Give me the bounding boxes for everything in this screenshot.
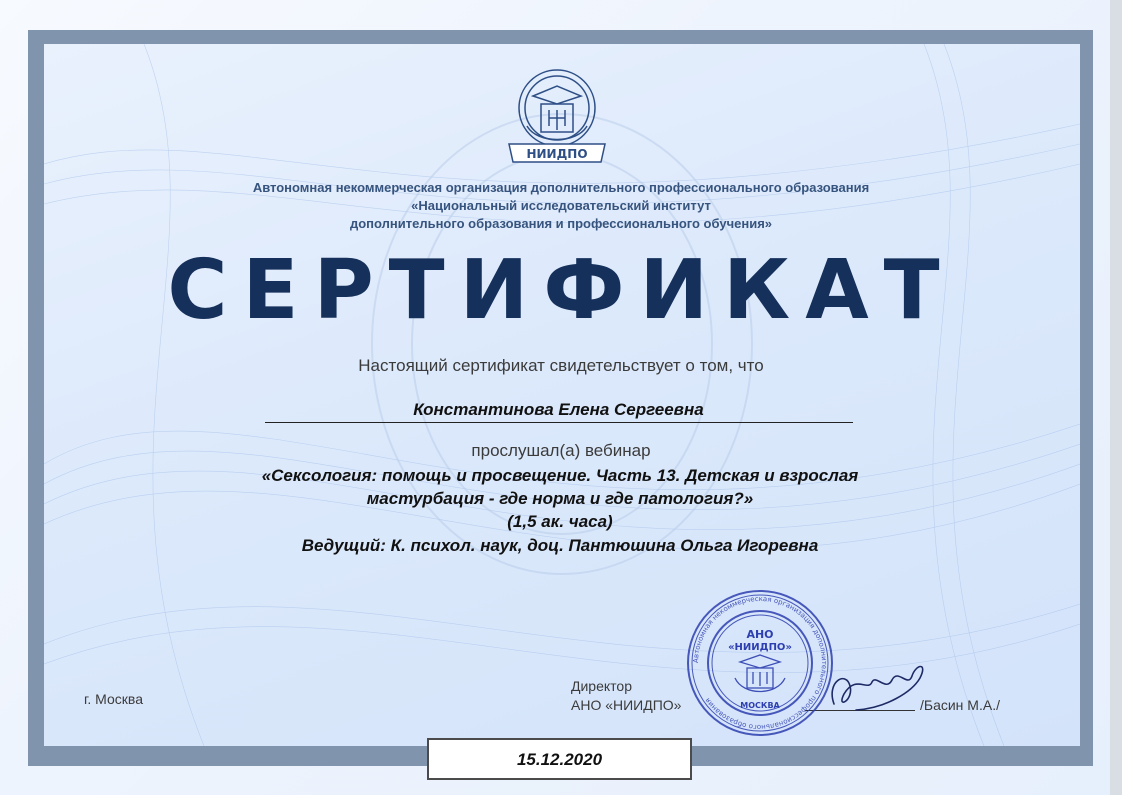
lecturer-text: Ведущий: К. психол. наук, доц. Пантюшина Ольга Игоревна — [301, 536, 819, 555]
director-organization: АНО «НИИДПО» — [571, 697, 682, 713]
webinar-title-line-2: мастурбация - где норма и где патология?» — [366, 489, 754, 508]
handwritten-signature-icon — [816, 652, 936, 722]
stamp-center-line-2: «НИИДПО» — [728, 642, 792, 653]
organization-line-1: Автономная некоммерческая организация дополнительного профессионального образования — [252, 180, 870, 195]
city-text: г. Москва — [84, 691, 143, 707]
issue-date: 15.12.2020 — [516, 750, 603, 769]
recipient-name: Константинова Елена Сергеевна — [413, 400, 704, 419]
organization-line-2: «Национальный исследовательский институт — [411, 198, 711, 213]
date-box — [427, 738, 692, 780]
stamp-ring-text: Автономная некоммерческая организация дополнительного профессионального образования — [691, 594, 829, 732]
director-title: Директор — [571, 678, 632, 694]
official-seal-icon — [685, 588, 835, 738]
signer-name: /Басин М.А./ — [920, 697, 1000, 713]
intro-text: Настоящий сертификат свидетельствует о том, что — [358, 356, 764, 375]
stamp-bottom-text: МОСКВА — [740, 701, 780, 710]
stamp-center-line-1: АНО — [746, 628, 774, 641]
action-text: прослушал(а) вебинар — [471, 441, 651, 460]
webinar-title-line-1: «Сексология: помощь и просвещение. Часть 13. Детская и взрослая — [261, 466, 859, 485]
page-edge — [1110, 0, 1122, 795]
hours-text: (1,5 ак. часа) — [507, 512, 613, 531]
organization-line-3: дополнительного образования и профессионального обучения» — [349, 216, 773, 231]
certificate-title: СЕРТИФИКАТ — [167, 243, 955, 338]
niidpo-emblem-icon — [497, 66, 617, 170]
logo-text: НИИДПО — [526, 147, 588, 161]
name-underline — [265, 422, 853, 423]
